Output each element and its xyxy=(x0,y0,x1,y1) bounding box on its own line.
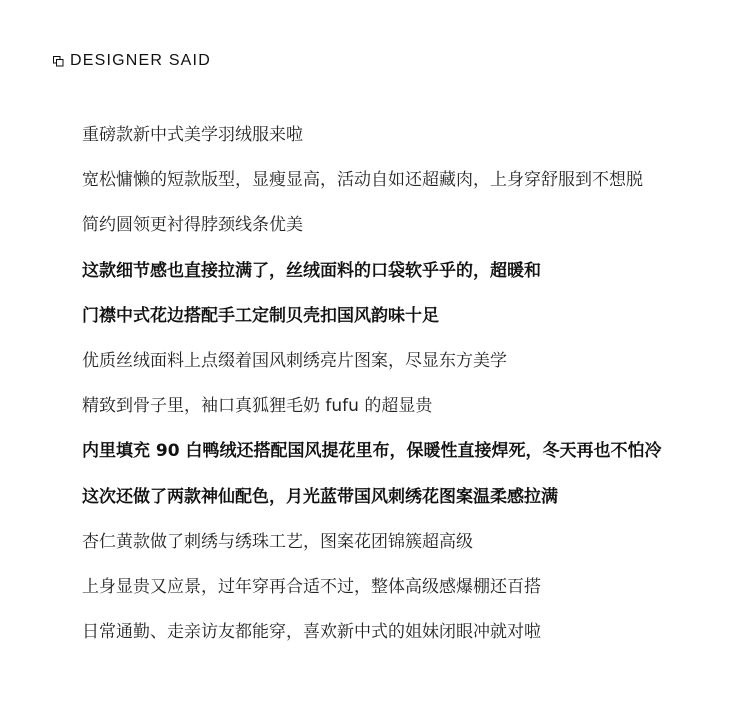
description-text xyxy=(82,120,742,662)
description-line: 优质丝绒面料上点缀着国风刺绣亮片图案，尽显东方美学 xyxy=(82,350,507,371)
description-line: 简约圆领更衬得脖颈线条优美 xyxy=(82,215,303,236)
description-line: 这款细节感也直接拉满了，丝绒面料的口袋软乎乎的，超暖和 xyxy=(82,260,541,281)
description-line: 宽松慵懒的短款版型，显瘦显高，活动自如还超藏肉，上身穿舒服到不想脱 xyxy=(82,170,643,191)
section-title: DESIGNER SAID xyxy=(70,52,211,69)
description-line: 精致到骨子里，袖口真狐狸毛奶 fufu 的超显贵 xyxy=(82,396,433,417)
description-line: 这次还做了两款神仙配色，月光蓝带国风刺绣花图案温柔感拉满 xyxy=(82,486,558,507)
description-line: 内里填充 90 白鸭绒还搭配国风提花里布，保暖性直接焊死，冬天再也不怕冷 xyxy=(82,441,662,462)
description-line: 门襟中式花边搭配手工定制贝壳扣国风韵味十足 xyxy=(82,305,439,326)
description-line: 重磅款新中式美学羽绒服来啦 xyxy=(82,125,303,145)
description-line: 上身显贵又应景，过年穿再合适不过，整体高级感爆棚还百搭 xyxy=(82,576,541,597)
description-line: 杏仁黄款做了刺绣与绣珠工艺，图案花团锦簇超高级 xyxy=(82,531,473,552)
description-line: 日常通勤、走亲访友都能穿，喜欢新中式的姐妹闭眼冲就对啦 xyxy=(82,622,541,643)
overlapping-squares-icon xyxy=(53,56,64,67)
section-header xyxy=(53,50,211,72)
